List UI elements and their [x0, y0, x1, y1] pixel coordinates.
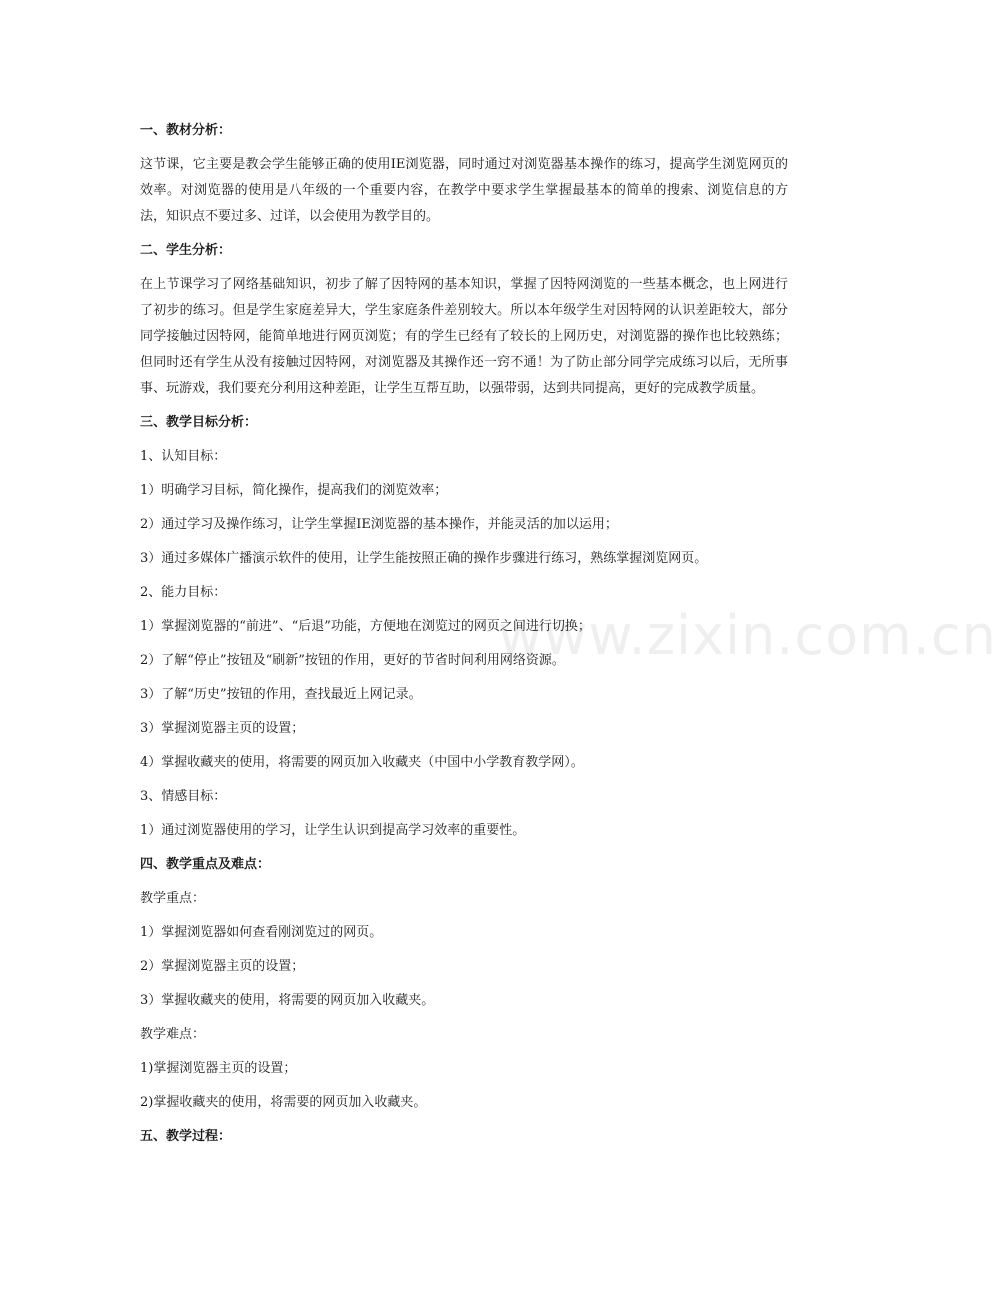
key-point-line: 3）掌握收藏夹的使用，将需要的网页加入收藏夹。 — [140, 993, 435, 1008]
watermark: www.zixin.com.cn — [498, 604, 997, 667]
objective-line: 4）掌握收藏夹的使用，将需要的网页加入收藏夹（中国中小学教育教学网）。 — [140, 755, 584, 770]
objective-line: 1）明确学习目标，简化操作，提高我们的浏览效率； — [140, 483, 448, 498]
objective-line: 3）掌握浏览器主页的设置； — [140, 721, 305, 736]
key-point-line: 2）掌握浏览器主页的设置； — [140, 959, 305, 974]
textbook-analysis-paragraph: 这节课，它主要是教会学生能够正确的使用IE浏览器，同时通过对浏览器基本操作的练习，提高学生浏览网页的效率。对浏览器的使用是八年级的一个重要内容，在教学中要求学生掌握最基本的简单的搜索、浏览信息的方法，知识点不要过多、过详，以会使用为教学目的。 — [140, 157, 788, 224]
section-heading-student-analysis: 二、学生分析： — [140, 243, 232, 258]
objective-line: 2）了解“停止”按钮及“刷新”按钮的作用，更好的节省时间利用网络资源。 — [140, 653, 565, 668]
student-analysis-paragraph: 在上节课学习了网络基础知识，初步了解了因特网的基本知识，掌握了因特网浏览的一些基本概念，也上网进行了初步的练习。但是学生家庭差异大，学生家庭条件差别较大。所以本年级学生对因特网的认识差距较大，部分同学接触过因特网，能简单地进行网页浏览；有的学生已经有了较长的上网历史，对浏览器的操作也比较熟练；但同时还有学生从没有接触过因特网，对浏览器及其操作还一窍不通！为了防止部分同学完成练习以后，无所事事、玩游戏，我们要充分利用这种差距，让学生互帮互助，以强带弱，达到共同提高，更好的完成教学质量。 — [140, 277, 788, 396]
objective-line: 1）掌握浏览器的“前进”、“后退”功能，方便地在浏览过的网页之间进行切换； — [140, 619, 591, 634]
key-point-line: 1)掌握浏览器主页的设置； — [140, 1061, 297, 1076]
section-heading-teaching-process: 五、教学过程： — [140, 1129, 232, 1144]
objective-line: 1）通过浏览器使用的学习，让学生认识到提高学习效率的重要性。 — [140, 823, 526, 838]
key-point-line: 2)掌握收藏夹的使用，将需要的网页加入收藏夹。 — [140, 1095, 427, 1110]
objective-line: 2）通过学习及操作练习，让学生掌握IE浏览器的基本操作，并能灵活的加以运用； — [140, 517, 618, 532]
key-point-line: 1）掌握浏览器如何查看刚浏览过的网页。 — [140, 925, 383, 940]
objective-line: 2、能力目标： — [140, 585, 227, 600]
objective-line: 3）了解“历史”按钮的作用，查找最近上网记录。 — [140, 687, 422, 702]
key-point-line: 教学重点： — [140, 891, 206, 906]
document-body — [140, 118, 788, 1158]
objective-line: 3）通过多媒体广播演示软件的使用，让学生能按照正确的操作步骤进行练习，熟练掌握浏览网页。 — [140, 551, 708, 566]
key-point-line: 教学难点： — [140, 1027, 206, 1042]
objective-line: 3、情感目标： — [140, 789, 227, 804]
section-heading-teaching-objectives: 三、教学目标分析： — [140, 415, 258, 430]
objective-line: 1、认知目标： — [140, 449, 227, 464]
section-heading-textbook-analysis: 一、教材分析： — [140, 123, 232, 138]
section-heading-key-points: 四、教学重点及难点： — [140, 857, 271, 872]
